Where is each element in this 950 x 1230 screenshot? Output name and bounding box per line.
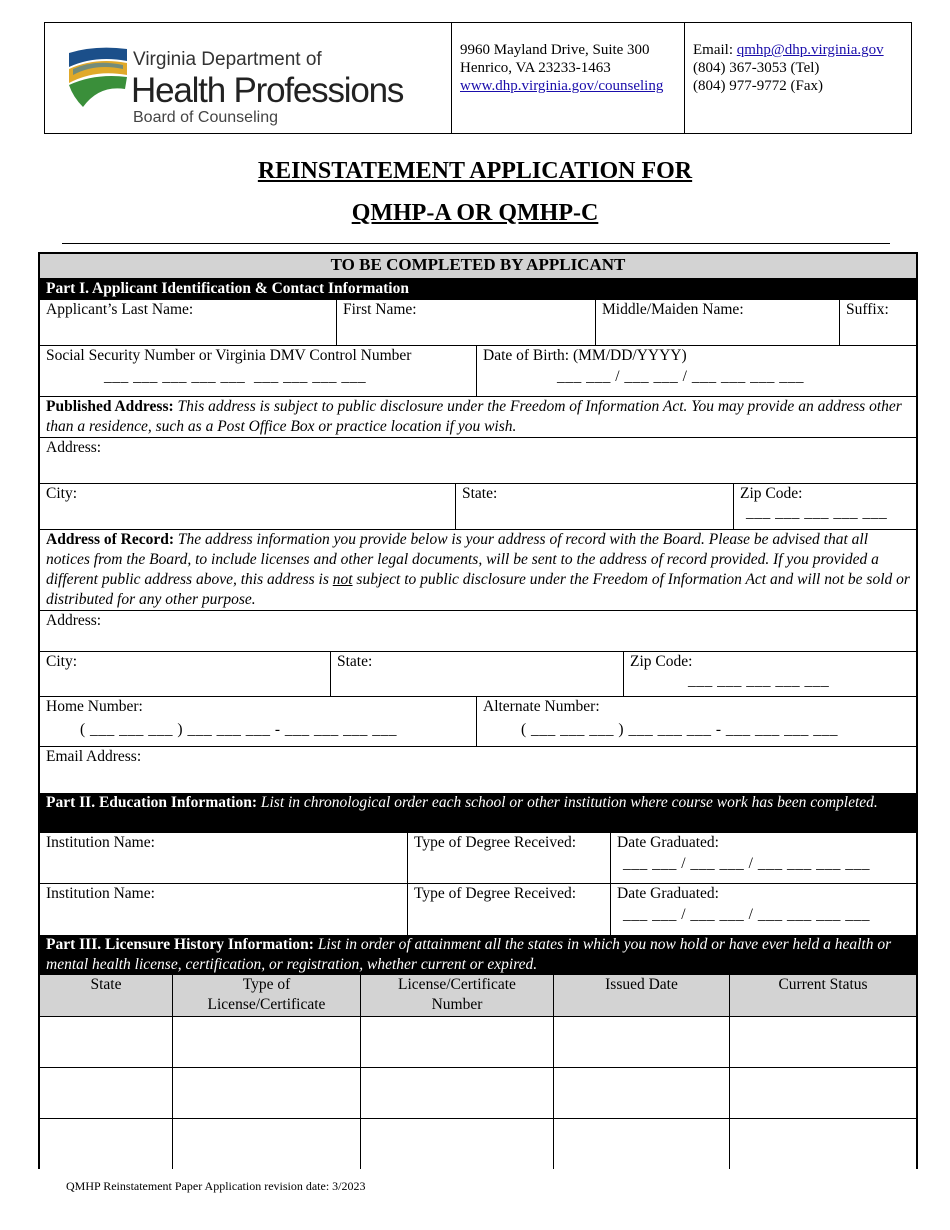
suffix-field[interactable] — [839, 300, 916, 345]
education-row-1 — [40, 833, 916, 884]
table-row — [40, 1017, 916, 1068]
address-of-record-notice — [40, 530, 916, 611]
first-name-field[interactable] — [336, 300, 595, 345]
table-row — [40, 1068, 916, 1119]
col-license-type-line-1: Type of — [242, 976, 291, 993]
page-title-line-2: QMHP-A OR QMHP-C — [351, 200, 599, 226]
graduated-field-1[interactable] — [610, 833, 916, 883]
record-address-heading: Address of Record: — [46, 531, 175, 548]
home-number-blanks: ( ___ ___ ___ ) ___ ___ ___ - ___ ___ ___ ___ — [80, 721, 397, 738]
part2-title: Part II. Education Information: — [46, 794, 257, 811]
published-address-label: Address: — [46, 439, 102, 456]
application-form — [38, 252, 918, 1169]
record-state-label: State: — [337, 653, 373, 670]
col-current-status — [729, 975, 916, 1016]
col-license-number — [360, 975, 553, 1016]
col-license-type — [172, 975, 360, 1016]
graduated-label-2: Date Graduated: — [617, 885, 719, 902]
current-status-cell[interactable] — [729, 1068, 916, 1118]
published-zip-blanks: ___ ___ ___ ___ ___ — [746, 504, 888, 521]
website-link[interactable]: www.dhp.virginia.gov/counseling — [460, 78, 664, 94]
mailing-address — [452, 23, 685, 133]
part3-title: Part III. Licensure History Information: — [46, 936, 314, 953]
part2-instructions: List in chronological order each school or other institution where course work has been completed. — [256, 794, 878, 811]
part3-instructions: List in order of attainment all the states in which you now hold or have ever held a health or mental health license, certification, or registration, whether current or expired. — [46, 936, 892, 973]
logo-line-3: Board of Counseling — [133, 109, 278, 126]
record-address-text-2: subject to public disclosure under the Freedom of Information Act and will not be sold or distributed for any other purpose. — [46, 571, 910, 608]
contact-info — [685, 23, 911, 133]
part3-heading — [40, 935, 916, 975]
middle-name-label: Middle/Maiden Name: — [602, 301, 744, 318]
record-zip-blanks: ___ ___ ___ ___ ___ — [688, 672, 830, 689]
current-status-cell[interactable] — [729, 1119, 916, 1169]
license-number-cell[interactable] — [360, 1017, 553, 1067]
issued-date-cell[interactable] — [553, 1068, 729, 1118]
published-city-label: City: — [46, 485, 78, 502]
published-address-field[interactable] — [40, 438, 916, 484]
phone-row — [40, 697, 916, 747]
table-row — [40, 1119, 916, 1169]
graduated-blanks-2: ___ ___ / ___ ___ / ___ ___ ___ ___ — [623, 906, 870, 923]
record-zip-label: Zip Code: — [630, 653, 693, 670]
institution-field-2[interactable] — [40, 884, 407, 935]
record-address-text-1: The address information you provide below is your address of record with the Board. Please be advised that all notices from the Board, to include licenses and other legal documents, will be sent to the address of record provided. If you provided a different public address above, this address is — [46, 531, 879, 588]
tel-line: (804) 367-3053 (Tel) — [693, 60, 820, 76]
record-city-row — [40, 652, 916, 697]
institution-label-2: Institution Name: — [46, 885, 155, 902]
degree-field-2[interactable] — [407, 884, 610, 935]
last-name-field[interactable] — [40, 300, 336, 345]
published-address-cell — [40, 438, 916, 483]
part1-heading: Part I. Applicant Identification & Contact Information — [40, 278, 916, 300]
logo-line-1: Virginia Department of — [133, 49, 322, 70]
published-city-field[interactable] — [40, 484, 455, 529]
alternate-number-blanks: ( ___ ___ ___ ) ___ ___ ___ - ___ ___ ___ ___ — [521, 721, 838, 738]
middle-name-field[interactable] — [595, 300, 839, 345]
degree-label-1: Type of Degree Received: — [414, 834, 577, 851]
dob-field[interactable] — [476, 346, 916, 396]
record-address-label: Address: — [46, 612, 102, 629]
email-cell — [40, 747, 916, 793]
home-number-field[interactable] — [40, 697, 476, 746]
record-city-field[interactable] — [40, 652, 330, 696]
published-address-text: This address is subject to public disclosure under the Freedom of Information Act. You may provide an address other than a residence, such as a Post Office Box or practice location if you wish. — [46, 398, 902, 435]
record-city-label: City: — [46, 653, 78, 670]
page-title-line-1: REINSTATEMENT APPLICATION FOR — [257, 158, 693, 184]
issued-date-cell[interactable] — [553, 1119, 729, 1169]
published-address-heading: Published Address: — [46, 398, 174, 415]
dhp-logo — [45, 23, 452, 133]
ssn-dob-row — [40, 346, 916, 397]
current-status-cell[interactable] — [729, 1017, 916, 1067]
graduated-label-1: Date Graduated: — [617, 834, 719, 851]
published-zip-field[interactable] — [733, 484, 916, 529]
institution-field-1[interactable] — [40, 833, 407, 883]
suffix-label: Suffix: — [846, 301, 889, 318]
email-field[interactable] — [40, 747, 916, 793]
dhp-logo-icon — [65, 45, 129, 111]
address-line-1: 9960 Mayland Drive, Suite 300 — [460, 42, 650, 58]
col-license-number-line-2: Number — [431, 996, 483, 1013]
home-number-label: Home Number: — [46, 698, 143, 715]
title-divider — [62, 243, 890, 244]
first-name-label: First Name: — [343, 301, 417, 318]
issued-date-cell[interactable] — [553, 1017, 729, 1067]
ssn-blanks: ___ ___ ___ ___ ___ ___ ___ ___ ___ — [104, 368, 367, 385]
education-row-2 — [40, 884, 916, 935]
letterhead — [44, 22, 912, 134]
col-issued-date — [553, 975, 729, 1016]
state-cell[interactable] — [40, 1017, 172, 1067]
email-line — [693, 41, 911, 59]
license-type-cell[interactable] — [172, 1119, 360, 1169]
degree-field-1[interactable] — [407, 833, 610, 883]
dob-label: Date of Birth: (MM/DD/YYYY) — [483, 347, 687, 364]
published-city-row — [40, 484, 916, 530]
part2-heading — [40, 793, 916, 833]
logo-line-2: Health Professions — [131, 71, 404, 110]
degree-label-2: Type of Degree Received: — [414, 885, 577, 902]
published-address-notice — [40, 397, 916, 438]
graduated-blanks-1: ___ ___ / ___ ___ / ___ ___ ___ ___ — [623, 855, 870, 872]
address-line-2: Henrico, VA 23233-1463 — [460, 60, 611, 76]
institution-label-1: Institution Name: — [46, 834, 155, 851]
alternate-number-label: Alternate Number: — [483, 698, 600, 715]
record-state-field[interactable] — [330, 652, 623, 696]
license-type-cell[interactable] — [172, 1068, 360, 1118]
name-row — [40, 300, 916, 346]
col-current-status-label: Current Status — [778, 976, 868, 993]
published-zip-label: Zip Code: — [740, 485, 803, 502]
email-address-label: Email Address: — [46, 748, 142, 765]
revision-footer: QMHP Reinstatement Paper Application revision date: 3/2023 — [66, 1179, 366, 1193]
license-number-cell[interactable] — [360, 1068, 553, 1118]
state-cell[interactable] — [40, 1119, 172, 1169]
col-issued-date-label: Issued Date — [605, 976, 678, 993]
col-license-type-line-2: License/Certificate — [207, 996, 326, 1013]
record-address-not: not — [332, 571, 353, 588]
published-state-field[interactable] — [455, 484, 733, 529]
record-zip-field[interactable] — [623, 652, 916, 696]
last-name-label: Applicant’s Last Name: — [46, 301, 194, 318]
published-state-label: State: — [462, 485, 498, 502]
col-license-number-line-1: License/Certificate — [398, 976, 516, 993]
dob-blanks: ___ ___ / ___ ___ / ___ ___ ___ ___ — [557, 368, 804, 385]
email-link[interactable]: qmhp@dhp.virginia.gov — [736, 42, 884, 58]
license-table-header — [40, 975, 916, 1017]
col-state-label: State — [90, 976, 122, 993]
state-cell[interactable] — [40, 1068, 172, 1118]
ssn-label: Social Security Number or Virginia DMV Control Number — [46, 347, 412, 364]
col-state — [40, 975, 172, 1016]
ssn-field[interactable] — [40, 346, 476, 396]
license-number-cell[interactable] — [360, 1119, 553, 1169]
graduated-field-2[interactable] — [610, 884, 916, 935]
alternate-number-field[interactable] — [476, 697, 916, 746]
fax-line: (804) 977-9772 (Fax) — [693, 78, 823, 94]
email-label: Email: — [693, 42, 737, 58]
license-type-cell[interactable] — [172, 1017, 360, 1067]
applicant-band: TO BE COMPLETED BY APPLICANT — [40, 254, 916, 278]
record-address-field[interactable] — [40, 611, 916, 652]
record-address-cell — [40, 611, 916, 651]
